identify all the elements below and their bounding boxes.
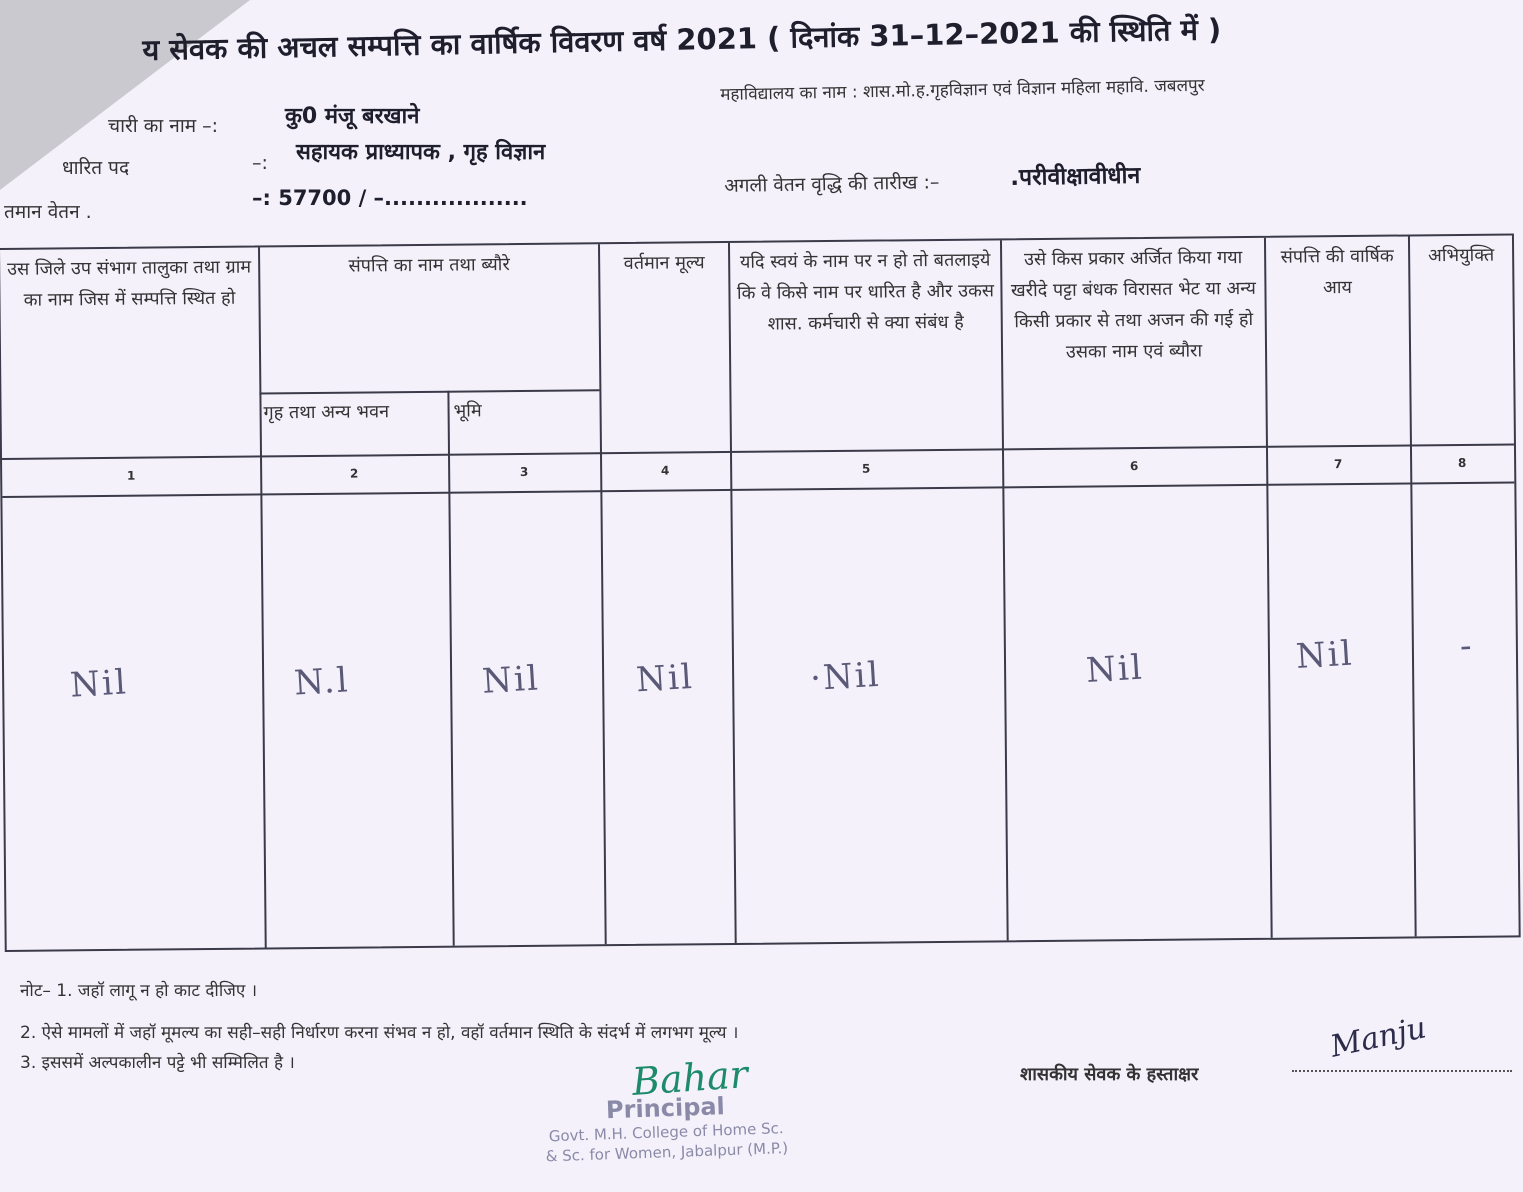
col-number: 7 — [1333, 457, 1343, 472]
col4-value: Nil — [634, 656, 695, 701]
principal-signature: Bahar — [630, 1052, 750, 1104]
stamp-title: Principal — [605, 1092, 726, 1125]
col1-value: Nil — [69, 662, 129, 706]
note-3: 3. इससमें अल्पकालीन पट्टे भी सम्मिलित है । — [20, 1053, 295, 1073]
post-value: सहायक प्राध्यापक , गृह विज्ञान — [296, 140, 546, 165]
col-number: 4 — [660, 463, 670, 478]
col8-value: - — [1458, 625, 1475, 667]
principal-stamp — [500, 1088, 832, 1167]
property-table — [0, 233, 1521, 952]
salary-label: तमान वेतन . — [4, 201, 92, 223]
next-increment-label: अगली वेतन वृद्धि की तारीख :– — [724, 171, 940, 197]
col6-header: उसे किस प्रकार अर्जित किया गया खरीदे पट्टा बंधक विरासत भेट या अन्य किसी प्रकार से तथा अजन की गई हो उसका नाम एवं ब्यौरा — [1010, 247, 1257, 363]
col-number: 3 — [519, 464, 529, 479]
col4-header: वर्तमान मूल्य — [623, 252, 705, 274]
next-increment-value: .परीवीक्षावीधीन — [1010, 162, 1141, 191]
col-number: 8 — [1457, 455, 1467, 470]
col6-value: Nil — [1084, 647, 1145, 692]
col23-header: संपत्ति का नाम तथा ब्यौरे — [348, 254, 510, 277]
employee-signature: Manju — [1327, 1010, 1430, 1065]
signature-label: शासकीय सेवक के हस्ताक्षर — [1020, 1064, 1199, 1085]
post-separator: –: — [252, 152, 268, 174]
employee-name-value: कु0 मंजू बरखाने — [285, 104, 420, 129]
form-title: य सेवक की अचल सम्पत्ति का वार्षिक विवरण वर्ष 2021 ( दिनांक 31–12–2021 की स्थिति में ) — [142, 12, 1222, 67]
col3-value: Nil — [480, 658, 541, 702]
col-number: 2 — [349, 466, 359, 481]
note-2: 2. ऐसे मामलों में जहॉ मूमल्य का सही–सही निर्धारण करना संभव न हो, वहॉ वर्तमान स्थिति के संदर्भ में लगभग मूल्य । — [20, 1023, 739, 1043]
col2-subheader: गृह तथा अन्य भवन — [263, 401, 390, 424]
col5-header: यदि स्वयं के नाम पर न हो तो बतलाइये कि वे किसे नाम पर धारित है और उकस शास. कर्मचारी से क्या संबंध है — [736, 249, 995, 335]
employee-name-label: चारी का नाम –: — [108, 115, 219, 137]
signature-line — [1292, 1070, 1512, 1072]
col-number: 1 — [126, 468, 136, 483]
college-name: महाविद्यालय का नाम : शास.मो.ह.गृहविज्ञान एवं विज्ञान महिला महावि. जबलपुर — [720, 75, 1205, 105]
col3-subheader: भूमि — [453, 400, 482, 422]
col-number: 5 — [861, 461, 871, 476]
stamp-line-1: Govt. M.H. College of Home Sc. — [548, 1119, 784, 1146]
col7-value: Nil — [1294, 633, 1355, 678]
col8-header: अभियुक्ति — [1427, 244, 1495, 267]
salary-value: –: 57700 / –.................. — [252, 186, 528, 210]
col1-header: उस जिले उप संभाग तालुका तथा ग्राम का नाम जिस में सम्पत्ति स्थित हो — [7, 256, 252, 311]
note-1: नोट– 1. जहॉ लागू न हो काट दीजिए । — [20, 981, 258, 1001]
post-label: धारित पद — [62, 157, 130, 179]
col2-value: N.l — [292, 660, 351, 704]
col7-header: संपत्ति की वार्षिक आय — [1280, 245, 1394, 299]
col-number: 6 — [1129, 459, 1139, 474]
col5-value: ·Nil — [808, 654, 882, 700]
stamp-line-2: & Sc. for Women, Jabalpur (M.P.) — [545, 1138, 789, 1166]
